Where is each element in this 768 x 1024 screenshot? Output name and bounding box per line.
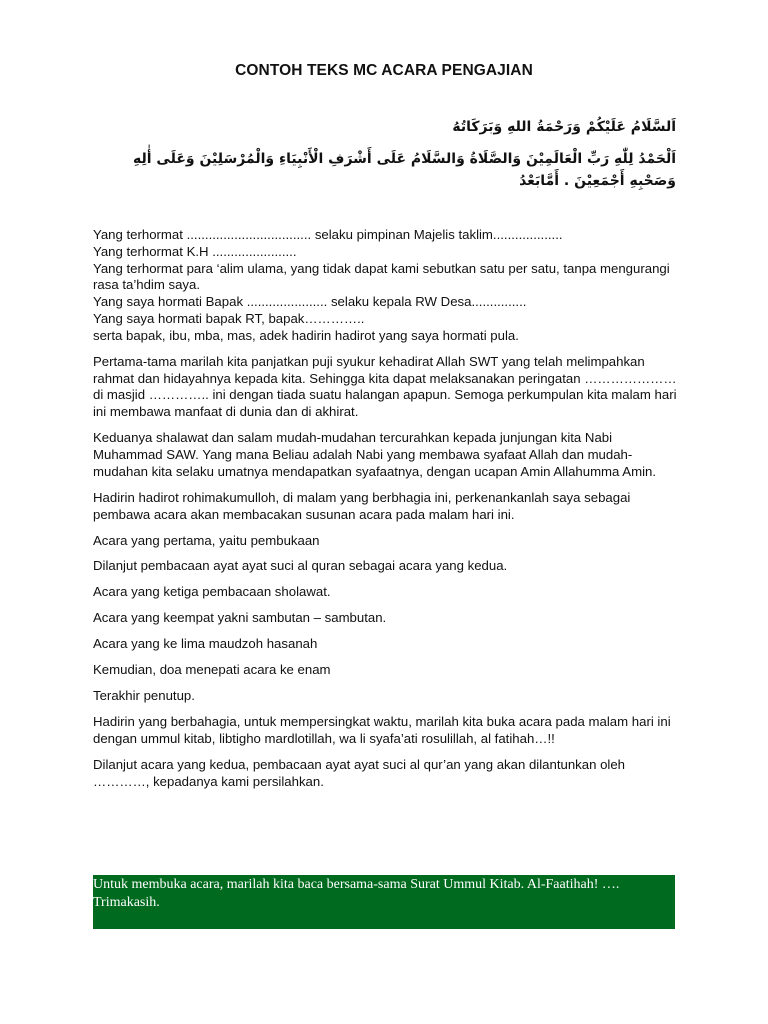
greeting-line: serta bapak, ibu, mba, mas, adek hadirin hadirot yang saya hormati pula.: [93, 327, 519, 343]
document-title: CONTOH TEKS MC ACARA PENGAJIAN: [235, 62, 533, 79]
agenda-item: Terakhir penutup.: [93, 688, 195, 704]
closing-line: Untuk membuka acara, marilah kita baca bersama-sama Surat Ummul Kitab. Al-Faatihah! ….: [93, 877, 620, 892]
agenda-item: Acara yang pertama, yaitu pembukaan: [93, 532, 320, 548]
agenda-item: Acara yang ketiga pembacaan sholawat.: [93, 584, 331, 600]
closing-highlight-box: [93, 875, 675, 929]
paragraph-quran-recital: Dilanjut acara yang kedua, pembacaan ayat ayat suci al qur’an yang akan dilantunkan oleh …………, kepadanya kami persilahkan.: [93, 757, 626, 789]
closing-thanks: Trimakasih.: [93, 895, 160, 910]
agenda-item: Kemudian, doa menepati acara ke enam: [93, 662, 331, 678]
arabic-salam: اَلسَّلَامُ عَلَيْكُمْ وَرَحْمَةُ اللهِ وَبَرَكَاتُهُ: [452, 119, 676, 135]
paragraph-opening-praise: Pertama-tama marilah kita panjatkan puji syukur kehadirat Allah SWT yang telah melimpahkan rahmat dan hidayahnya kepada kita. Sehingga kita dapat melaksanakan peringatan ………………… di masjid ………….. ini dengan tiada suatu halangan apapun. Semoga perkumpulan kita malam hari ini membawa manfaat di dunia dan di akhirat.: [93, 353, 677, 420]
paragraph-shalawat: Keduanya shalawat dan salam mudah-mudahan tercurahkan kepada junjungan kita Nabi Muhammad SAW. Yang mana Beliau adalah Nabi yang membawa syafaat Allah dan mudah-mudahan kita selaku umatnya mendapatkan syafaatnya, dengan ucapan Amin Allahumma Amin.: [93, 430, 657, 479]
agenda-item: Acara yang keempat yakni sambutan – sambutan.: [93, 610, 387, 626]
greeting-line: Yang saya hormati bapak RT, bapak…………..: [93, 310, 365, 326]
greeting-line: Yang terhormat K.H .......................: [93, 243, 297, 259]
agenda-item: Dilanjut pembacaan ayat ayat suci al quran sebagai acara yang kedua.: [93, 558, 508, 574]
agenda-item: Acara yang ke lima maudzoh hasanah: [93, 636, 318, 652]
greetings-block: [93, 227, 677, 345]
arabic-hamdalah: اَلْحَمْدُ لِلّٰهِ رَبِّ الْعَالَمِيْنَ وَالصَّلَاةُ وَالسَّلَامُ عَلَى أَشْرَفِ الْأَنْبِيَاءِ وَالْمُرْسَلِيْنَ وَعَلَى أٰلِهِ وَصَحْبِهِ أَجْمَعِيْنَ . أَمَّابَعْدُ: [133, 151, 676, 189]
greeting-line: Yang terhormat .................................. selaku pimpinan Majelis taklim...................: [93, 227, 563, 242]
document-body: [93, 227, 677, 800]
paragraph-introduction: Hadirin hadirot rohimakumulloh, di malam yang berbhagia ini, perkenankanlah saya sebagai pembawa acara akan membacakan susunan acara pada malam hari ini.: [93, 489, 631, 522]
paragraph-opening-fatihah: Hadirin yang berbahagia, untuk mempersingkat waktu, marilah kita buka acara pada malam hari ini dengan ummul kitab, libtigho mardlotillah, wa li syafa’ati rosulillah, al fatihah…!!: [93, 714, 671, 747]
greeting-line: Yang terhormat para ‘alim ulama, yang tidak dapat kami sebutkan satu per satu, tanpa mengurangi rasa ta’hdim saya.: [93, 260, 670, 293]
greeting-line: Yang saya hormati Bapak ...................... selaku kepala RW Desa...............: [93, 294, 527, 310]
